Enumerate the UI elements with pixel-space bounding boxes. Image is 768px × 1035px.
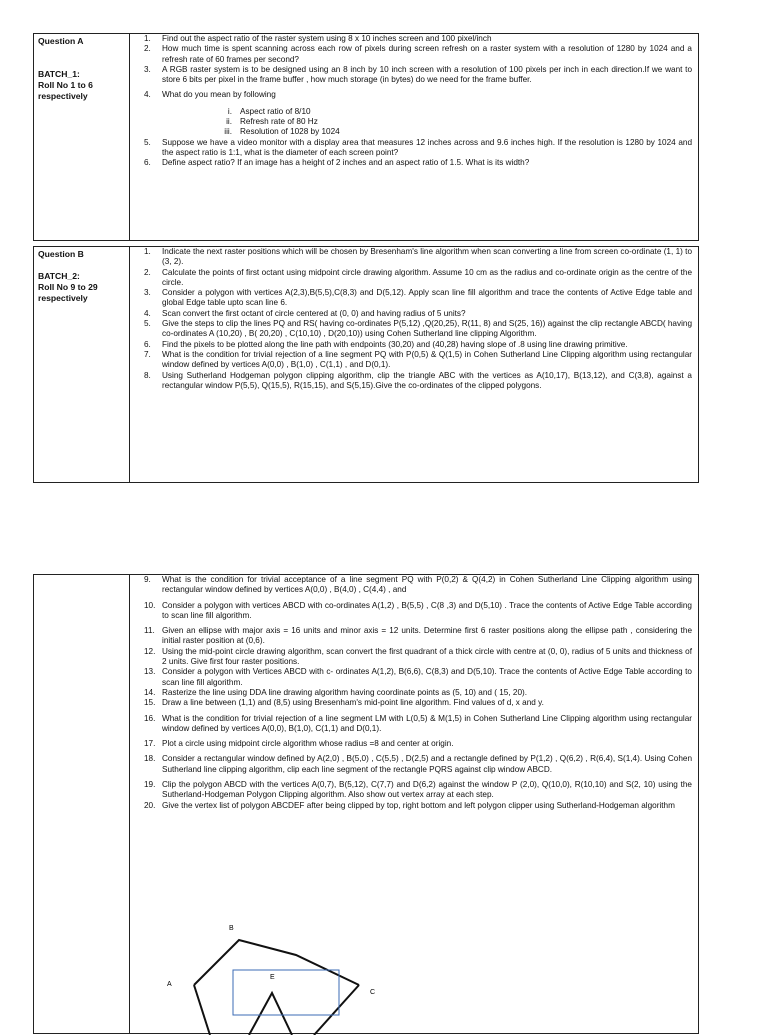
question-item xyxy=(144,90,692,100)
question-number: 19. xyxy=(144,780,156,790)
question-number: 4. xyxy=(144,90,151,100)
vertex-label-c: C xyxy=(370,989,376,996)
subitem-number: i. xyxy=(227,106,232,116)
question-text: What do you mean by following xyxy=(162,90,276,100)
question-item xyxy=(144,340,692,350)
question-text: What is the condition for trivial rejection of a line segment PQ with P(0,5) & Q(1,5) in Cohen Sutherland Line Clipping algorithm using rectangular window defined by vertices A(0,0) , B(1,0) , C(1,1) , and D(0,1). xyxy=(162,349,692,370)
vertex-label-a: A xyxy=(167,981,172,988)
question-number: 18. xyxy=(144,754,156,764)
question-text: Using Sutherland Hodgeman polygon clipping algorithm, clip the triangle ABC with the vertices as A(10,17), B(13,12), and C(3,8), against a rectangular window P(5,5), Q(15,5), R(15,15), and S(5,15).Give the co-ordinates of the clipped polygons. xyxy=(162,370,692,390)
question-number: 13. xyxy=(144,667,156,677)
question-number: 4. xyxy=(144,308,151,318)
polygon-edge-c xyxy=(314,985,359,1035)
question-subitem xyxy=(210,107,692,117)
question-text: Suppose we have a video monitor with a display area that measures 12 inches across and 9.6 inches high. If the resolution is 1280 by 1024 and the aspect ratio is 1:1, what is the diameter of each screen point? xyxy=(162,137,692,157)
question-text: Give the vertex list of polygon ABCDEF after being clipped by top, right bottom and left polygon clipper using Sutherland-Hodgeman algorithm xyxy=(162,800,675,810)
question-b-batch: BATCH_2: xyxy=(38,271,80,281)
question-item xyxy=(144,268,692,289)
polygon-abcdef-outline xyxy=(194,940,359,985)
question-text: What is the condition for trivial acceptance of a line segment PQ with P(0,2) & Q(4,2) in Cohen Sutherland Line Clipping algorithm using rectangular window defined by vertices A(0,0) , B(4,0) , C(4,4) , and xyxy=(162,575,692,595)
question-text: Rasterize the line using DDA line drawing algorithm having coordinate points as (5, 10) and ( 15, 20). xyxy=(162,687,527,697)
question-number: 1. xyxy=(144,34,151,43)
question-item xyxy=(144,319,692,340)
question-continuation-table xyxy=(33,574,699,1034)
question-text: Find the pixels to be plotted along the line path with endpoints (30,20) and (40,28) having slope of .8 using line drawing primitive. xyxy=(162,339,628,349)
question-a-table xyxy=(33,33,699,241)
question-text: A RGB raster system is to be designed using an 8 inch by 10 inch screen with a resolution of 100 pixels per inch in each direction.If we want to store 6 bits per pixel in the frame buffer , how much storage (in bytes) do we need for the frame buffer. xyxy=(162,64,692,85)
question-item xyxy=(144,138,692,159)
question-a-label-cell xyxy=(34,34,130,240)
question-number: 15. xyxy=(144,698,156,708)
question-number: 16. xyxy=(144,713,156,723)
question-number: 3. xyxy=(144,64,151,74)
question-text: Draw a line between (1,1) and (8,5) using Bresenham's mid-point line algorithm. Find values of d, x and y. xyxy=(162,698,544,708)
question-b-title: Question B xyxy=(38,249,84,259)
question-text: Indicate the next raster positions which will be chosen by Bresenham's line algorithm when scan converting a line from screen co-ordinate (1, 1) to (3, 2). xyxy=(162,247,692,267)
question-subitem xyxy=(210,127,692,137)
question-number: 2. xyxy=(144,267,151,277)
question-a-list xyxy=(144,34,692,169)
question-text: What is the condition for trivial rejection of a line segment LM with L(0,5) & M(1,5) in Cohen Sutherland Line Clipping algorithm using rectangular window defined by vertices A(0,0), B(1,0), C(1,1) and D(0,1). xyxy=(162,713,692,733)
polygon-edge-a xyxy=(194,985,210,1035)
question-b-content-cell xyxy=(130,247,698,482)
question-text: Consider a polygon with vertices A(2,3),B(5,5),C(8,3) and D(5,12). Apply scan line fill algorithm and trace the contents of Active Edge table and global Edge table upto scan line 6. xyxy=(162,288,692,308)
clip-window-rect xyxy=(233,970,339,1015)
question-item xyxy=(144,371,692,392)
question-a-roll: Roll No 1 to 6 respectively xyxy=(38,80,93,101)
question-text: Plot a circle using midpoint circle algorithm whose radius =8 and center at origin. xyxy=(162,739,454,749)
question-number: 5. xyxy=(144,137,151,147)
question-number: 9. xyxy=(144,575,151,584)
question-number: 8. xyxy=(144,370,151,380)
question-text: Define aspect ratio? If an image has a height of 2 inches and an aspect ratio of 1.5. What is its width? xyxy=(162,158,530,168)
question-a-title: Question A xyxy=(38,36,84,46)
question-b-label-cell xyxy=(34,247,130,482)
question-b-list xyxy=(144,247,692,391)
question-number: 7. xyxy=(144,349,151,359)
question-number: 10. xyxy=(144,600,156,610)
question-text: Given an ellipse with major axis = 16 units and minor axis = 12 units. Determine first 6 raster positions along the ellipse path , considering the initial raster position at (0,6). xyxy=(162,626,692,646)
question-number: 17. xyxy=(144,739,156,749)
subitem-text: Resolution of 1028 by 1024 xyxy=(240,127,340,137)
question-text: How much time is spent scanning across each row of pixels during screen refresh on a raster system with a resolution of 1280 by 1024 and a refresh rate of 60 frames per second? xyxy=(162,44,692,64)
question-item xyxy=(144,65,692,86)
question-item xyxy=(144,34,692,44)
question-item xyxy=(144,158,692,168)
question-text: Consider a polygon with Vertices ABCD with c- ordinates A(1,2), B(6,6), C(8,3) and D(5,10). Trace the contents of Active Edge Table according to scan line fill algorithm. xyxy=(162,667,692,687)
question-number: 1. xyxy=(144,247,151,256)
question-number: 20. xyxy=(144,800,156,810)
subitem-number: iii. xyxy=(224,127,232,137)
polygon-notch-e xyxy=(249,993,292,1035)
question-item xyxy=(144,309,692,319)
question-text: Clip the polygon ABCD with the vertices A(0,7), B(5,12), C(7,7) and D(6,2) against the window P (2,0), Q(10,0), R(10,10) and S(2, 10) using the Sutherland-Hodgeman Polygon Clipping algorithm. Also show out vertex array at each step. xyxy=(162,780,692,800)
polygon-clipping-figure xyxy=(34,575,700,1035)
question-subitem xyxy=(210,117,692,127)
question-text: Calculate the points of first octant using midpoint circle drawing algorithm. Assume 10 cm as the radius and co-ordinate origin as the centre of the circle. xyxy=(162,267,692,287)
question-a-content-cell xyxy=(130,34,698,240)
question-number: 2. xyxy=(144,44,151,54)
question-item xyxy=(144,288,692,309)
subitem-number: ii. xyxy=(226,117,232,127)
question-number: 11. xyxy=(144,626,155,636)
question-text: Using the mid-point circle drawing algorithm, scan convert the first quadrant of a thick circle with centre at (0, 0), radius of 5 units and thickness of 2 units. Give first four raster positions. xyxy=(162,646,692,667)
question-text: Consider a polygon with vertices ABCD with co-ordinates A(1,2) , B(5,5) , C(8 ,3) and D(5,10) . Trace the contents of Active Edge Table according to scan line fill algorithm. xyxy=(162,600,692,620)
question-number: 3. xyxy=(144,288,151,298)
vertex-label-b: B xyxy=(229,925,234,932)
question-number: 12. xyxy=(144,646,156,656)
question-text: Find out the aspect ratio of the raster system using 8 x 10 inches screen and 100 pixel/inch xyxy=(162,34,492,43)
question-text: Give the steps to clip the lines PQ and RS( having co-ordinates P(5,12) ,Q(20,25), R(11, 8) and S(25, 16)) against the clip rectangle ABCD( having co-ordinates A (10,20) , B( 20,20) , C(10,10) , D(20,10)) using Cohen Sutherland line clipping Algorithm. xyxy=(162,319,692,339)
question-number: 6. xyxy=(144,158,151,168)
question-b-table xyxy=(33,246,699,483)
question-a-batch: BATCH_1: xyxy=(38,69,80,79)
subitem-text: Aspect ratio of 8/10 xyxy=(240,106,311,116)
question-item xyxy=(144,247,692,268)
subitem-text: Refresh rate of 80 Hz xyxy=(240,117,318,127)
vertex-label-e: E xyxy=(270,974,275,981)
question-number: 6. xyxy=(144,339,151,349)
question-item xyxy=(144,44,692,65)
question-b-roll: Roll No 9 to 29 respectively xyxy=(38,282,98,303)
question-item xyxy=(144,350,692,371)
question-number: 5. xyxy=(144,319,151,329)
question-text: Scan convert the first octant of circle centered at (0, 0) and having radius of 5 units? xyxy=(162,308,466,318)
question-number: 14. xyxy=(144,687,156,697)
question-text: Consider a rectangular window defined by A(2,0) , B(5,0) , C(5,5) , D(2,5) and a rectangle defined by P(1,2) , Q(6,2) , R(6,4), S(1,4). Using Cohen Sutherland line clipping algorithm, clip each line segment of the rectangle PQRS against clip window ABCD. xyxy=(162,754,692,774)
